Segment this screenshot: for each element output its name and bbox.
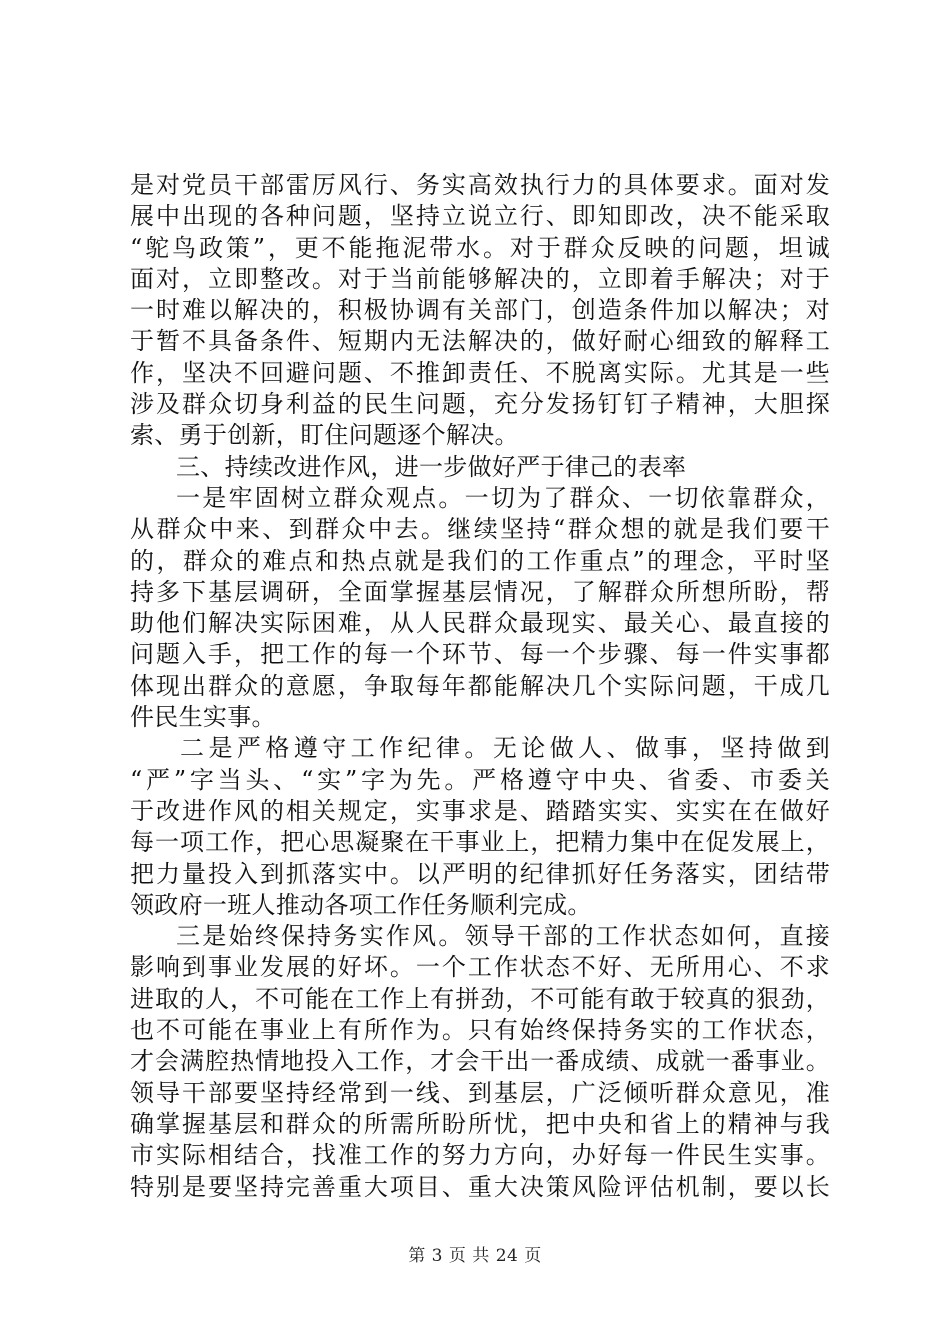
text-line: 每一项工作，把心思凝聚在干事业上，把精力集中在促发展上， bbox=[130, 828, 830, 857]
text-line: 作，坚决不回避问题、不推卸责任、不脱离实际。尤其是一些 bbox=[130, 358, 830, 387]
text-line: 展中出现的各种问题，坚持立说立行、即知即改，决不能采取 bbox=[130, 202, 830, 231]
text-line: 领导干部要坚持经常到一线、到基层，广泛倾听群众意见，准 bbox=[130, 1078, 830, 1107]
text-line: 是对党员干部雷厉风行、务实高效执行力的具体要求。面对发 bbox=[130, 171, 830, 199]
text-line: 问题入手，把工作的每一个环节、每一个步骤、每一件实事都 bbox=[130, 640, 830, 669]
text-line: 一时难以解决的，积极协调有关部门，创造条件加以解决；对 bbox=[130, 296, 830, 325]
text-line: 影响到事业发展的好坏。一个工作状态不好、无所用心、不求 bbox=[130, 953, 830, 982]
text-line: 三、持续改进作风，进一步做好严于律己的表率 bbox=[176, 452, 687, 481]
text-line: 二是严格遵守工作纪律。无论做人、做事，坚持做到 bbox=[180, 734, 830, 763]
text-line: 面对，立即整改。对于当前能够解决的，立即着手解决；对于 bbox=[130, 264, 830, 293]
text-line: 索、勇于创新，盯住问题逐个解决。 bbox=[130, 421, 519, 450]
text-line: “严”字当头、“实”字为先。严格遵守中央、省委、市委关 bbox=[130, 765, 830, 794]
text-line: 也不可能在事业上有所作为。只有始终保持务实的工作状态， bbox=[130, 1016, 830, 1045]
text-line: 于暂不具备条件、短期内无法解决的，做好耐心细致的解释工 bbox=[130, 327, 830, 356]
text-line: 确掌握基层和群众的所需所盼所忧，把中央和省上的精神与我 bbox=[130, 1109, 830, 1138]
text-line: 从群众中来、到群众中去。继续坚持“群众想的就是我们要干 bbox=[130, 515, 830, 544]
document-body bbox=[130, 170, 830, 1203]
text-line: 领政府一班人推动各项工作任务顺利完成。 bbox=[130, 890, 592, 919]
text-line: 一是牢固树立群众观点。一切为了群众、一切依靠群众， bbox=[176, 483, 830, 512]
text-line: 把力量投入到抓落实中。以严明的纪律抓好任务落实，团结带 bbox=[130, 859, 830, 888]
text-line: 三是始终保持务实作风。领导干部的工作状态如何，直接 bbox=[176, 922, 830, 951]
text-line: 才会满腔热情地投入工作，才会干出一番成绩、成就一番事业。 bbox=[130, 1047, 830, 1076]
page-footer: 第 3 页 共 24 页 bbox=[408, 1246, 542, 1266]
text-line: 涉及群众切身利益的民生问题，充分发扬钉钉子精神，大胆探 bbox=[130, 390, 830, 419]
text-line: 助他们解决实际困难，从人民群众最现实、最关心、最直接的 bbox=[130, 609, 830, 638]
text-line: 的，群众的难点和热点就是我们的工作重点”的理念，平时坚 bbox=[130, 546, 830, 575]
text-line: 特别是要坚持完善重大项目、重大决策风险评估机制，要以长 bbox=[130, 1172, 830, 1201]
text-line: 于改进作风的相关规定，实事求是、踏踏实实、实实在在做好 bbox=[130, 796, 830, 825]
text-line: “鸵鸟政策”，更不能拖泥带水。对于群众反映的问题，坦诚 bbox=[130, 233, 830, 262]
text-line: 持多下基层调研，全面掌握基层情况，了解群众所想所盼，帮 bbox=[130, 577, 830, 606]
text-line: 件民生实事。 bbox=[130, 703, 276, 732]
text-line: 市实际相结合，找准工作的努力方向，办好每一件民生实事。 bbox=[130, 1141, 830, 1170]
text-line: 进取的人，不可能在工作上有拼劲，不可能有敢于较真的狠劲， bbox=[130, 984, 830, 1013]
text-line: 体现出群众的意愿，争取每年都能解决几个实际问题，干成几 bbox=[130, 671, 830, 700]
